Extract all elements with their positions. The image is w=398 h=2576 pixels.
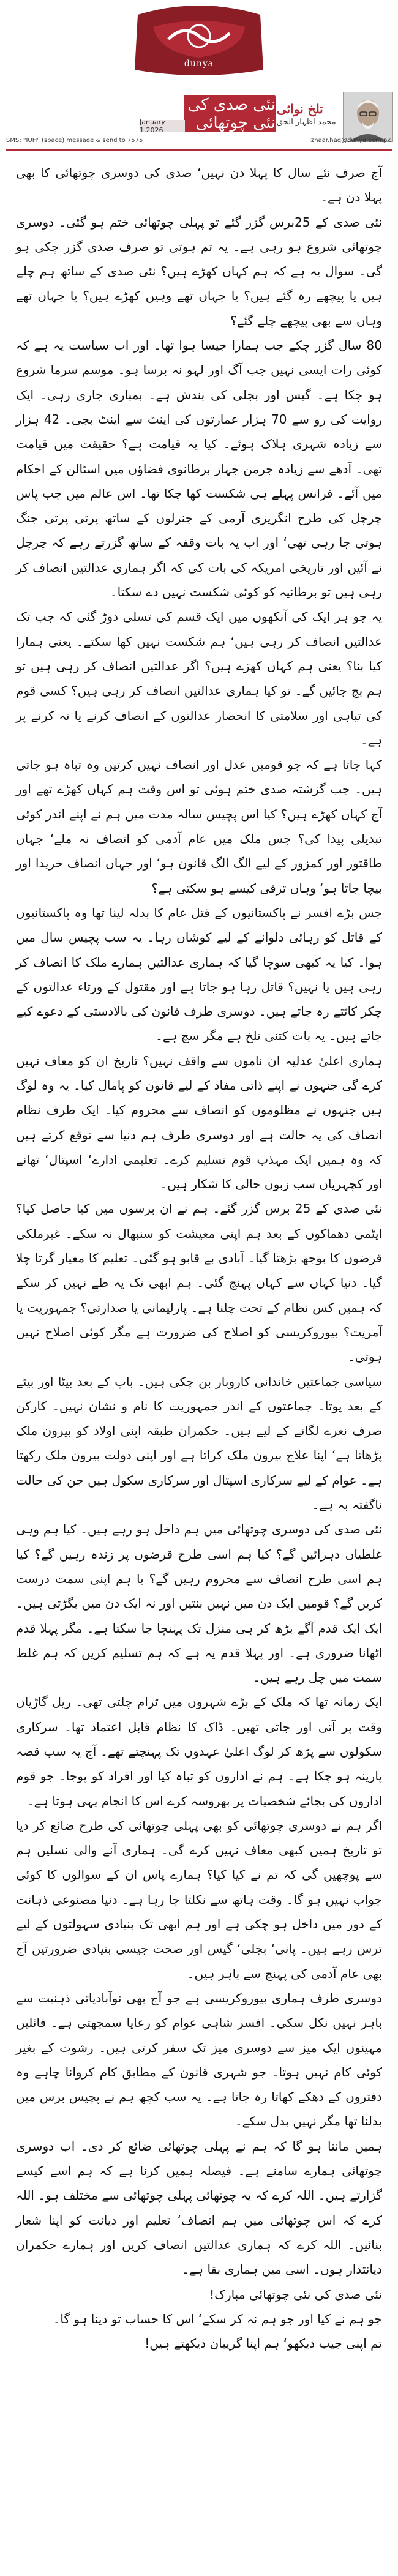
column-title: نئی صدی کی نئی چوتھائی xyxy=(184,95,276,132)
paragraph: سیاسی جماعتیں خاندانی کاروبار بن چکی ہیں۔ باپ کے بعد بیٹا اور بیٹے کے بعد پوتا۔ جماعتوں کے اندر جمہوریت کا نام و نشان نہیں۔ کارکن صرف نعرے لگانے کے لیے ہیں۔ حکمران طبقہ اپنی اولاد کو بیرون ملک پڑھاتا ہے‘ اپنا علاج بیرون ملک کراتا ہے اور اپنی دولت بیرون ملک رکھتا ہے۔ عوام کے لیے سرکاری اسپتال اور سرکاری سکول ہیں جن کی حالت ناگفتہ بہ ہے۔ xyxy=(16,1374,382,1513)
article-body xyxy=(16,160,382,2356)
paragraph: ایک زمانہ تھا کہ ملک کے بڑے شہروں میں ٹرام چلتی تھی۔ ریل گاڑیاں وقت پر آتی اور جاتی تھیں۔ ڈاک کا نظام قابل اعتماد تھا۔ سرکاری سکولوں سے پڑھ کر لوگ اعلیٰ عہدوں تک پہنچتے تھے۔ آج یہ سب قصہ پارینہ ہو چکا ہے۔ ہم نے اداروں کو تباہ کیا اور افراد کو پوجا۔ جو قوم اداروں کی بجائے شخصیات پر بھروسہ کرے اس کا انجام یہی ہوتا ہے۔ xyxy=(16,1694,382,1808)
article-signoff: تم اپنی جیب دیکھو‘ ہم اپنا گریبان دیکھتے ہیں! xyxy=(145,2336,382,2351)
paragraph: کہا جاتا ہے کہ جو قومیں عدل اور انصاف نہیں کرتیں وہ تباہ ہو جاتی ہیں۔ جب گزشتہ صدی ختم ہوئی تو اس وقت ہم کہاں کھڑے تھے اور آج کہاں کھڑے ہیں؟ کیا اس پچیس سالہ مدت میں ہم نے اپنے اندر کوئی تبدیلی پیدا کی؟ جس ملک میں عام آدمی کو انصاف نہ ملے‘ جہاں طاقتور اور کمزور کے لیے الگ الگ قانون ہو‘ اور جہاں انصاف خریدا اور بیچا جاتا ہو‘ وہاں ترقی کیسے ہو سکتی ہے؟ xyxy=(16,757,382,896)
column-label: تلخ نوائی xyxy=(277,101,323,116)
sms-info: SMS: "IUH" (space) message & send to 7575 xyxy=(6,137,143,144)
paragraph: دوسری طرف ہماری بیوروکریسی ہے جو آج بھی نوآبادیاتی ذہنیت سے باہر نہیں نکل سکی۔ افسر شاہی عوام کو رعایا سمجھتی ہے۔ فائلیں مہینوں ایک میز سے دوسری میز تک سفر کرتی ہیں۔ رشوت کے بغیر کوئی کام نہیں ہوتا۔ جو شہری قانون کے مطابق کام کروانا چاہے وہ دفتروں کے دھکے کھاتا رہ جاتا ہے۔ یہ سب کچھ ہم نے پچیس برس میں بدلنا تھا مگر نہیں بدل سکے۔ xyxy=(16,1990,382,2129)
header-divider xyxy=(6,149,392,151)
paragraph: یہ جو ہر ایک کی آنکھوں میں ایک قسم کی تسلی دوڑ گئی کہ جب تک عدالتیں انصاف کر رہی ہیں‘ ہم شکست نہیں کھا سکتے۔ یعنی ہمارا کیا بنا؟ یعنی ہم کہاں کھڑے ہیں؟ اگر عدالتیں انصاف کر رہی ہیں تو ہم بچ جائیں گے۔ تو کیا ہماری عدالتیں انصاف کر رہی ہیں؟ کسی قوم کی تباہی اور سلامتی کا انحصار عدالتوں کے انصاف کرنے یا نہ کرنے پر ہے۔ xyxy=(16,609,382,747)
column-name-block xyxy=(277,95,338,132)
paragraph: آج صرف نئے سال کا پہلا دن نہیں‘ صدی کی دوسری چوتھائی کا بھی پہلا دن ہے۔ xyxy=(16,165,382,205)
paragraph: اگر ہم نے دوسری چوتھائی کو بھی پہلی چوتھائی کی طرح ضائع کر دیا تو تاریخ ہمیں کبھی معاف نہیں کرے گی۔ ہماری آنے والی نسلیں ہم سے پوچھیں گی کہ تم نے کیا کیا؟ ہمارے پاس ان کے سوالوں کا کوئی جواب نہیں ہو گا۔ وقت ہاتھ سے نکلتا جا رہا ہے۔ دنیا مصنوعی ذہانت کے دور میں داخل ہو چکی ہے اور ہم ابھی تک بنیادی سہولتوں کے لیے ترس رہے ہیں۔ پانی‘ بجلی‘ گیس اور صحت جیسی بنیادی ضرورتیں آج بھی عام آدمی کی پہنچ سے باہر ہیں۔ xyxy=(16,1818,382,1981)
paragraph: نئی صدی کے 25 برس گزر گئے۔ ہم نے ان برسوں میں کیا حاصل کیا؟ ایٹمی دھماکوں کے بعد ہم اپنی معیشت کو سنبھال نہ سکے۔ غیرملکی قرضوں کا بوجھ بڑھتا گیا۔ آبادی بے قابو ہو گئی۔ تعلیم کا معیار گرتا چلا گیا۔ دنیا کہاں سے کہاں پہنچ گئی۔ ہم ابھی تک یہ طے نہیں کر سکے کہ ہمیں کس نظام کے تحت چلنا ہے۔ پارلیمانی یا صدارتی؟ جمہوریت یا آمریت؟ بیوروکریسی کو اصلاح کی ضرورت ہے مگر کوئی اصلاح نہیں ہوتی۔ xyxy=(16,1201,382,1365)
author-email[interactable]: izhaar.haq@dunya.com.pk xyxy=(309,137,391,144)
paragraph: نئی صدی کی نئی چوتھائی مبارک! xyxy=(209,2286,382,2302)
publish-date: January 1,2026 xyxy=(140,120,185,132)
paragraph: 80 سال گزر چکے جب ہمارا جیسا ہوا تھا۔ اور اب سیاست یہ ہے کہ کوئی رات ایسی نہیں جب آگ اور لہو نہ برسا ہو۔ موسم سرما شروع ہو چکا ہے۔ گیس اور بجلی کی بندش ہے۔ بمباری جاری رہی۔ ایک روایت کی رو سے 70 ہزار عمارتوں کی اینٹ سے اینٹ بجی۔ 42 ہزار سے زیادہ شہری ہلاک ہوئے۔ کیا یہ قیامت ہے؟ حقیقت میں قیامت تھی۔ آدھے سے زیادہ جرمن جہاز برطانوی فضاؤں میں اسٹالن کے احکام میں آئے۔ فرانس پہلے ہی شکست کھا چکا تھا۔ اس عالم میں جب پاس چرچل کی طرح انگریزی آرمی کے جنرلوں کے ساتھ پرتی پرتی جنگ ہوتی جا رہی تھی‘ اور اب یہ بات وقفہ کے ساتھ گزرتے رہے کہ چرچل نے آئیں اور تاریخی امریکہ کی بات کی کہ اگر ہماری عدالتیں انصاف کر رہی ہیں تو برطانیہ کو کوئی شکست نہیں دے سکتا۔ xyxy=(16,338,382,600)
paragraph: ہمیں ماننا ہو گا کہ ہم نے پہلی چوتھائی ضائع کر دی۔ اب دوسری چوتھائی ہمارے سامنے ہے۔ فیصلہ ہمیں کرنا ہے کہ ہم اسے کیسے گزارتے ہیں۔ اللہ کرے کہ یہ چوتھائی پہلی چوتھائی سے مختلف ہو۔ اللہ کرے کہ اس چوتھائی میں ہم انصاف‘ تعلیم اور دیانت کو اپنا شعار بنائیں۔ اللہ کرے کہ ہماری عدالتیں انصاف کریں اور ہمارے حکمران دیانتدار ہوں۔ اسی میں ہماری بقا ہے۔ xyxy=(16,2138,382,2277)
column-header xyxy=(0,0,398,158)
logo-text: dunya xyxy=(184,59,214,69)
author-name: محمد اظہار الحق xyxy=(277,117,336,127)
author-avatar xyxy=(343,92,393,142)
paragraph: نئی صدی کی دوسری چوتھائی میں ہم داخل ہو رہے ہیں۔ کیا ہم وہی غلطیاں دہرائیں گے؟ کیا ہم اسی طرح قرضوں پر زندہ رہیں گے؟ کیا ہم اسی طرح انصاف سے محروم رہیں گے؟ یا ہم اپنی سمت درست کریں گے؟ قومیں ایک دن میں نہیں بنتیں اور نہ ایک دن میں بگڑتی ہیں۔ ایک ایک قدم آگے بڑھ کر ہی منزل تک پہنچا جا سکتا ہے۔ مگر پہلا قدم اٹھانا ضروری ہے۔ اور پہلا قدم یہ ہے کہ ہم تسلیم کریں کہ ہم غلط سمت میں چل رہے ہیں۔ xyxy=(16,1522,382,1685)
dunya-logo xyxy=(126,2,272,81)
paragraph: نئی صدی کے 25برس گزر گئے تو پہلی چوتھائی ختم ہو گئی۔ دوسری چوتھائی شروع ہو رہی ہے۔ یہ تم ہوتی تو صرف صدی گزر چکی ہو گی۔ سوال یہ ہے کہ ہم کہاں کھڑے ہیں؟ نئی صدی کے ساتھ ہم چلے ہیں یا پیچھے رہ گئے ہیں؟ یا جہاں تھے وہیں کھڑے ہیں؟ یا جہاں تھے وہاں سے بھی پیچھے چلے گئے؟ xyxy=(16,214,383,328)
dunya-logo-icon xyxy=(126,2,272,81)
paragraph: جو ہم نے کیا اور جو ہم نہ کر سکے‘ اس کا حساب تو دینا ہو گا۔ xyxy=(53,2311,382,2326)
author-photo-icon xyxy=(344,92,392,141)
paragraph: جس بڑے افسر نے پاکستانیوں کے قتل عام کا بدلہ لینا تھا وہ پاکستانیوں کے قاتل کو رہائی دلوانے کے لیے کوشاں رہا۔ یہ سب پچیس سال میں ہوا۔ کیا یہ کبھی سوچا گیا کہ ہماری عدالتیں ہمارے ملک کا انصاف کر رہی ہیں یا نہیں؟ قاتل رہا ہو جاتا ہے اور مقتول کے ورثاء عدالتوں کے چکر کاٹتے رہ جاتے ہیں۔ دوسری طرف قانون کی بالادستی کے دعوے کیے جاتے ہیں۔ یہ بات کتنی تلخ ہے مگر سچ ہے۔ xyxy=(16,905,382,1044)
paragraph: ہماری اعلیٰ عدلیہ ان ناموں سے واقف نہیں؟ تاریخ ان کو معاف نہیں کرے گی جنہوں نے اپنے ذاتی مفاد کے لیے قانون کو پامال کیا۔ یہ وہ لوگ ہیں جنہوں نے مظلوموں کو انصاف سے محروم کیا۔ ایک طرف نظام انصاف کی یہ حالت ہے اور دوسری طرف ہم دنیا سے توقع کرتے ہیں کہ وہ ہمیں ایک مہذب قوم تسلیم کرے۔ تعلیمی ادارے‘ اسپتال‘ تھانے اور کچہریاں سب زبوں حالی کا شکار ہیں۔ xyxy=(16,1053,382,1192)
